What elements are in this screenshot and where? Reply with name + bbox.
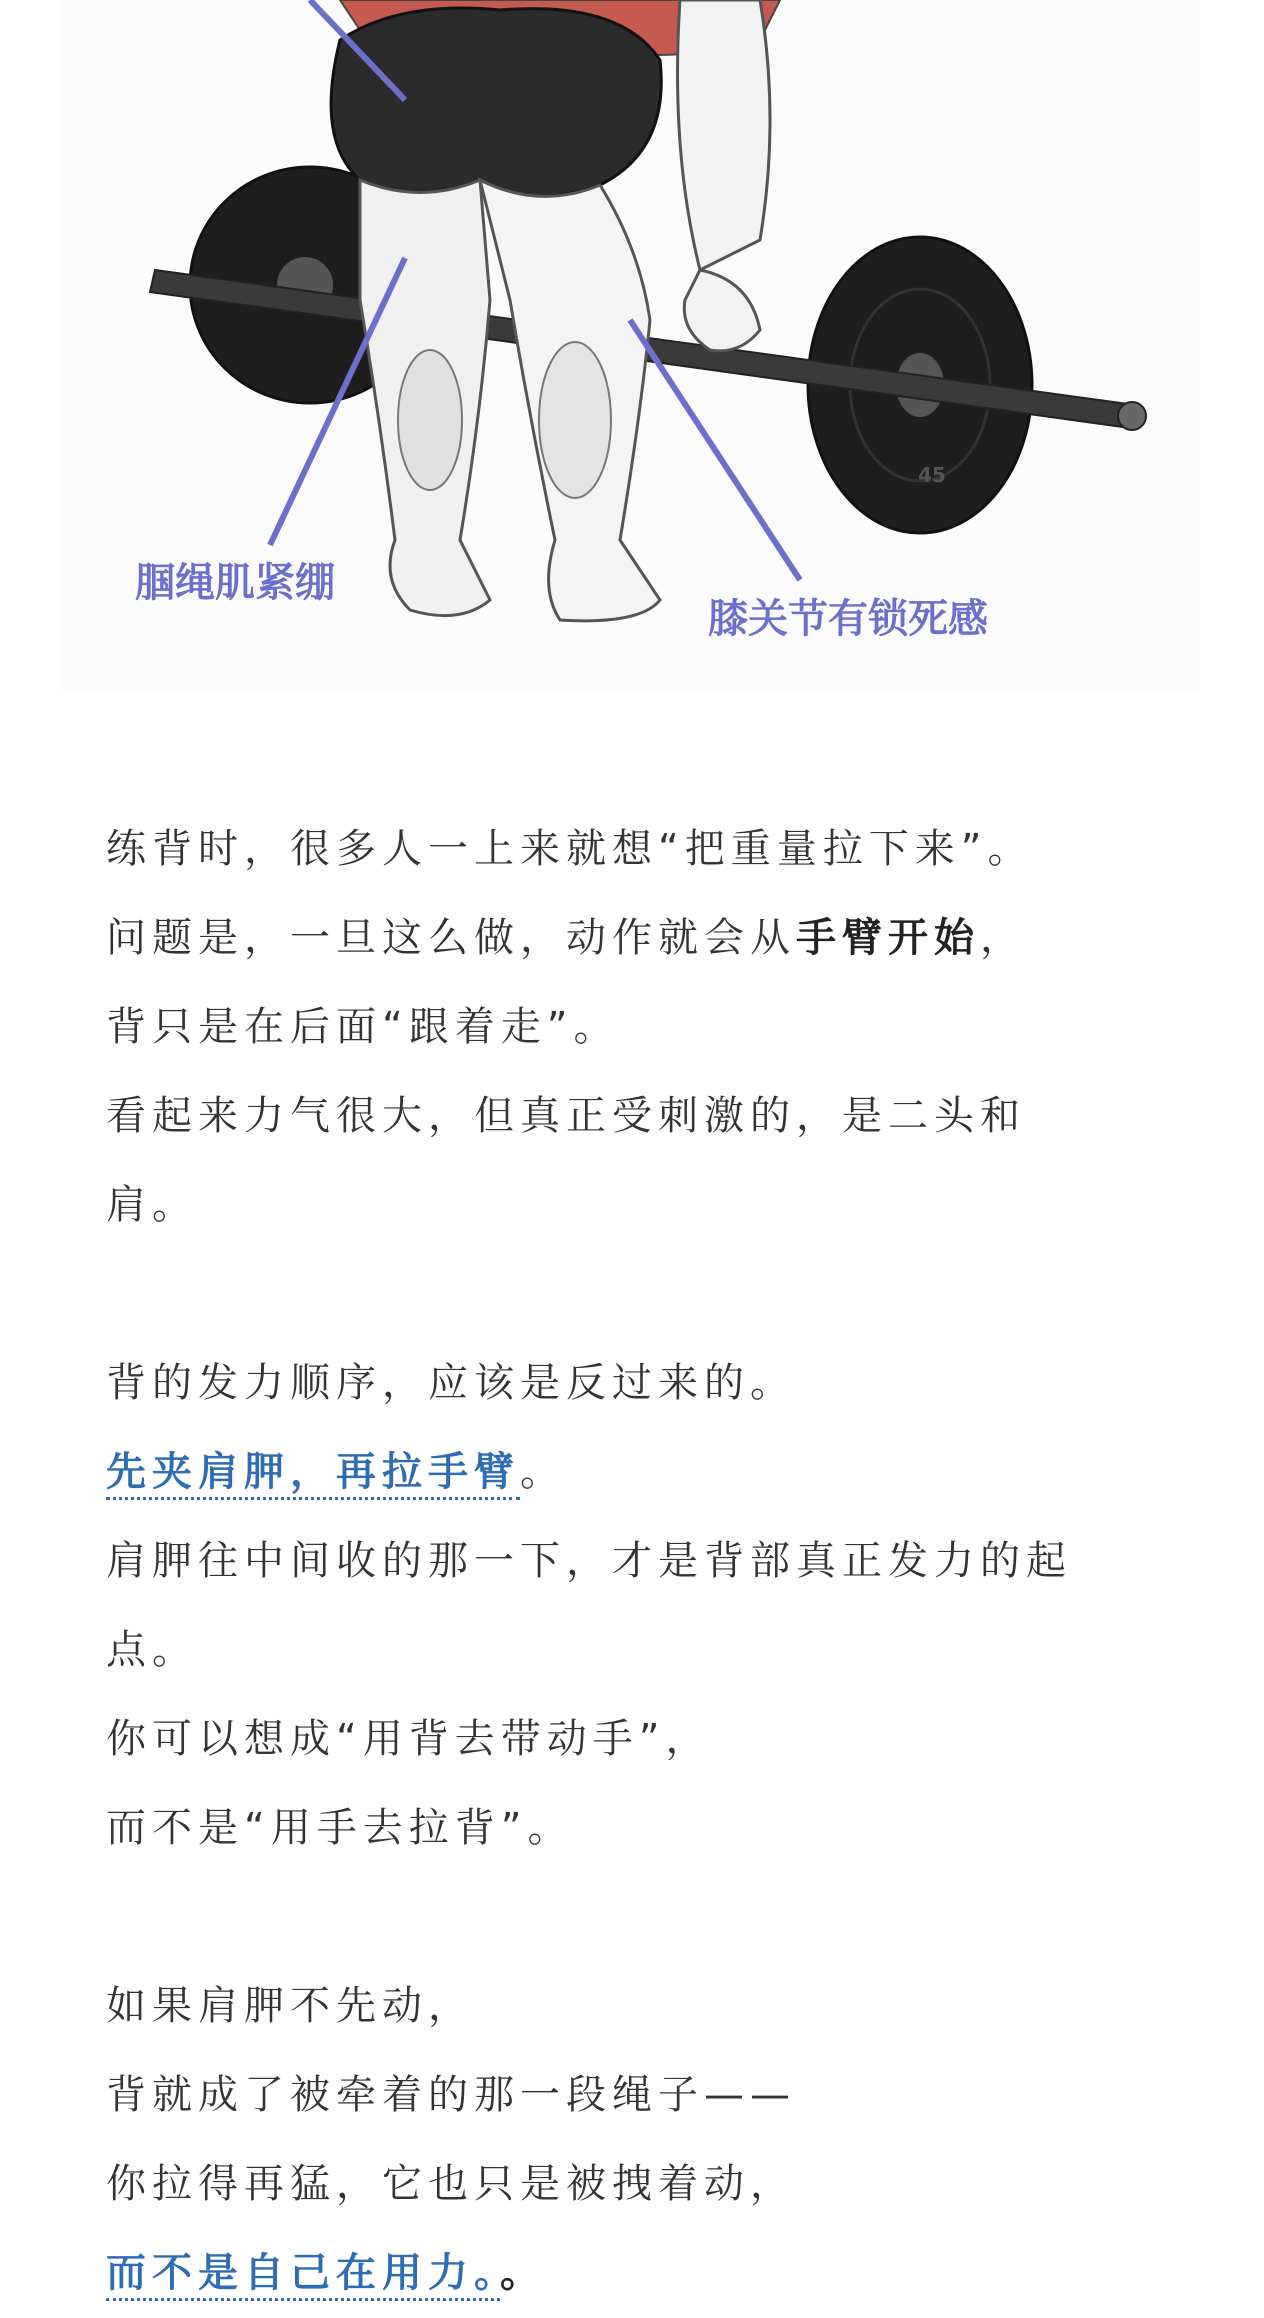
- deadlift-illustration: [60, 0, 1200, 690]
- text-line: [106, 2229, 1186, 2318]
- text-line: 如果肩胛不先动，: [106, 1983, 474, 2029]
- text-line: 肩胛往中间收的那一下，才是背部真正发力的起: [106, 1538, 1072, 1584]
- text-span: ，: [980, 915, 1026, 961]
- text-line: 背就成了被牵着的那一段绳子——: [106, 2072, 796, 2118]
- text-line: 看起来力气很大，但真正受刺激的，是二头和: [106, 1093, 1026, 1139]
- upper-arm: [678, 0, 771, 270]
- text-line: 而不是“用手去拉背”。: [106, 1805, 574, 1851]
- paragraph-1: [106, 805, 1186, 1250]
- text-line: 背只是在后面“跟着走”。: [106, 1004, 620, 1050]
- hand: [684, 270, 760, 351]
- paragraph-2: [106, 1339, 1186, 1873]
- text-line: 肩。: [106, 1182, 198, 1228]
- highlight-text: 而不是自己在用力。: [106, 2250, 500, 2301]
- text-span: 问题是，一旦这么做，动作就会从: [106, 915, 796, 961]
- text-line: 练背时，很多人一上来就想“把重量拉下来”。: [106, 826, 1034, 872]
- paragraph-3: [106, 1962, 1186, 2318]
- bold-text: 手臂开始: [796, 915, 980, 961]
- highlight-text: 先夹肩胛，再拉手臂: [106, 1449, 520, 1500]
- text-span: 。: [500, 2250, 546, 2296]
- paragraph-spacer: [106, 1873, 1186, 1962]
- paragraph-spacer: [106, 1250, 1186, 1339]
- knee-locked-label: 膝关节有锁死感: [708, 596, 988, 642]
- shorts: [331, 8, 661, 196]
- article-body: [106, 805, 1186, 2318]
- text-line: 你可以想成“用背去带动手”，: [106, 1716, 712, 1762]
- text-line: [106, 1428, 1186, 1517]
- text-line: 你拉得再猛，它也只是被拽着动，: [106, 2161, 796, 2207]
- plate-weight-label: 45: [918, 463, 946, 487]
- text-span: 。: [520, 1449, 566, 1495]
- text-line: 背的发力顺序，应该是反过来的。: [106, 1360, 796, 1406]
- hamstring-tight-label: 腘绳肌紧绷: [135, 560, 335, 606]
- text-line: 点。: [106, 1627, 198, 1673]
- text-line: [106, 894, 1186, 983]
